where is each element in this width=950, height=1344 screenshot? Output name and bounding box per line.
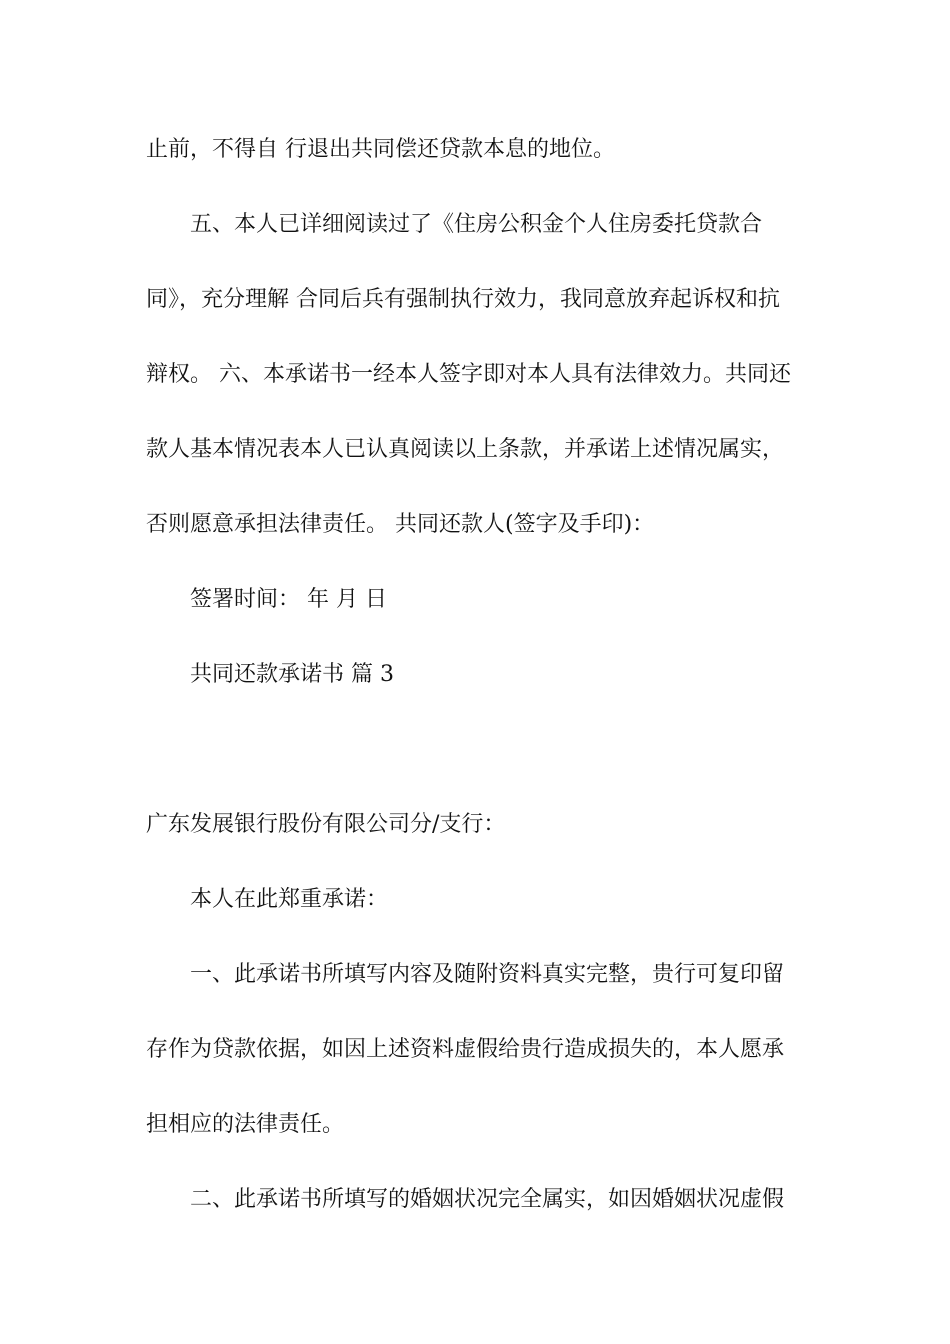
text-line: 同》，充分理解 合同后兵有强制执行效力，我同意放弃起诉权和抗 xyxy=(146,287,780,312)
section-heading: 共同还款承诺书 篇 3 xyxy=(190,662,394,687)
text-line: 担相应的法律责任。 xyxy=(146,1112,345,1137)
text-line: 款人基本情况表本人已认真阅读以上条款，并承诺上述情况属实， xyxy=(146,437,785,462)
text-line: 五、本人已详细阅读过了《住房公积金个人住房委托贷款合 xyxy=(190,212,763,237)
addressee-line: 广东发展银行股份有限公司分/支行： xyxy=(146,812,506,837)
text-line: 本人在此郑重承诺： xyxy=(190,887,389,912)
text-line: 否则愿意承担法律责任。 共同还款人(签字及手印)： xyxy=(146,512,655,537)
signing-date-line: 签署时间： 年 月 日 xyxy=(190,587,387,612)
text-line: 止前，不得自 行退出共同偿还贷款本息的地位。 xyxy=(146,137,615,162)
text-line: 一、此承诺书所填写内容及随附资料真实完整，贵行可复印留 xyxy=(190,962,785,987)
text-line: 辩权。 六、本承诺书一经本人签字即对本人具有法律效力。共同还 xyxy=(146,362,791,387)
text-line: 存作为贷款依据，如因上述资料虚假给贵行造成损失的，本人愿承 xyxy=(146,1037,785,1062)
text-line: 二、此承诺书所填写的婚姻状况完全属实，如因婚姻状况虚假 xyxy=(190,1187,785,1212)
